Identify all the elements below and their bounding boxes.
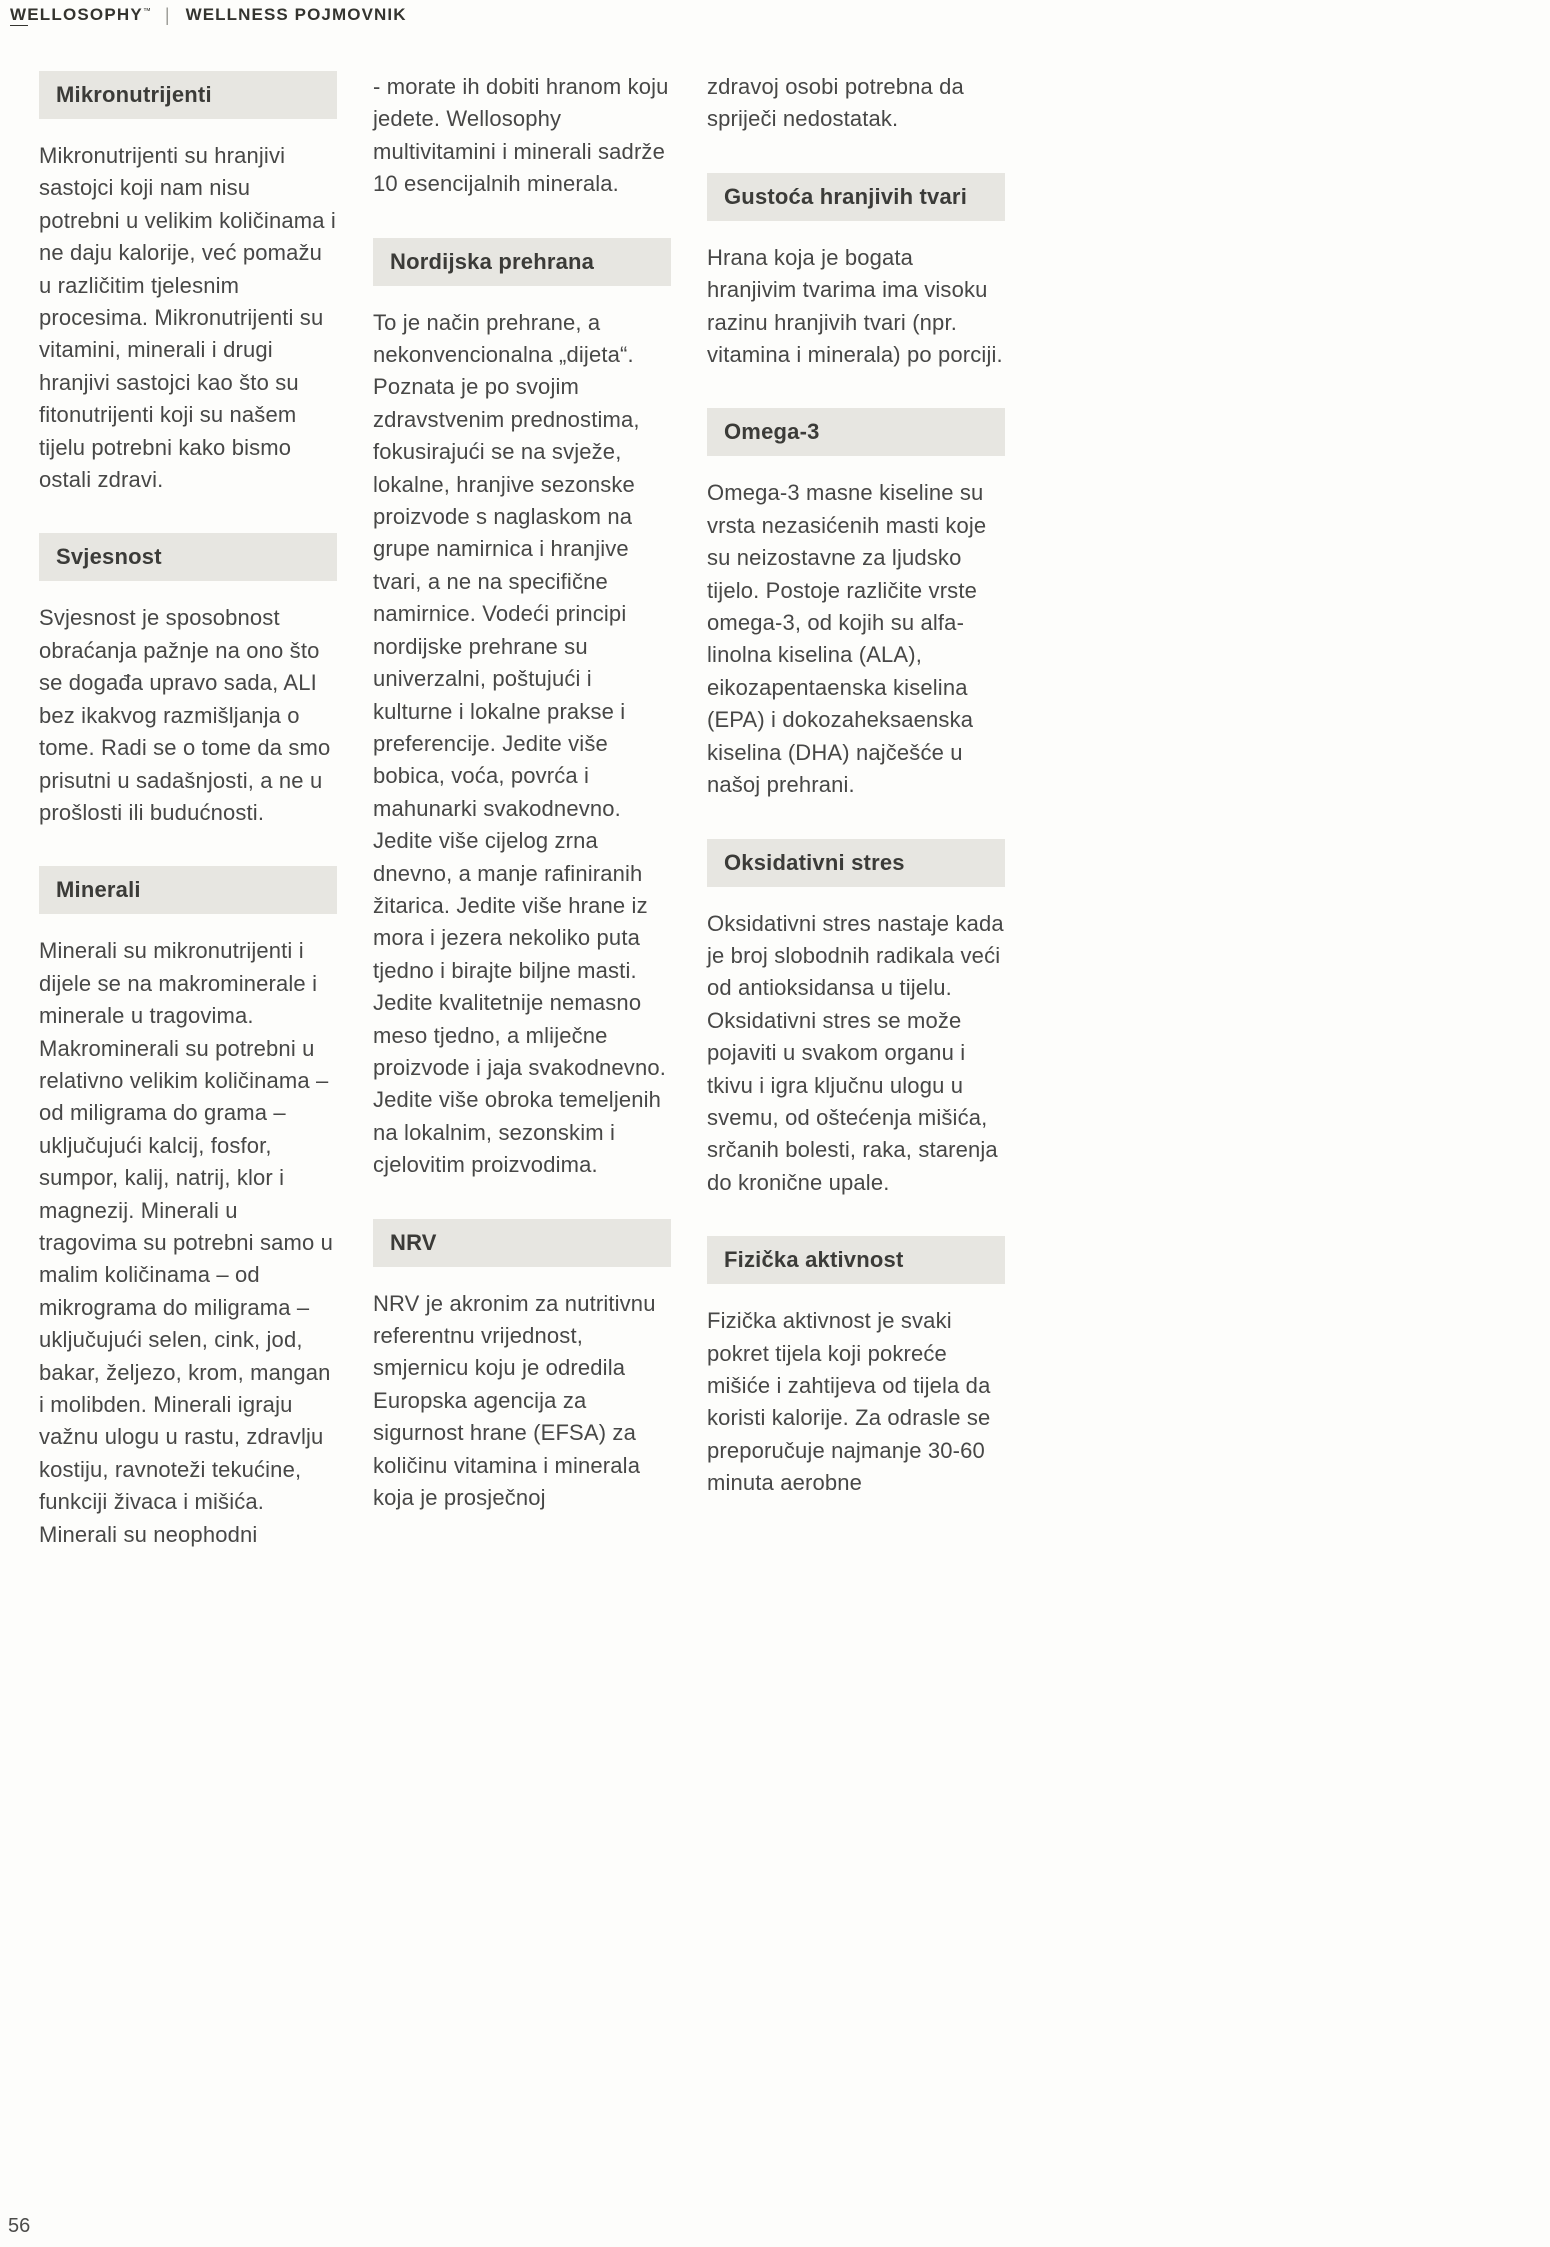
- term-definition-fizicka-aktivnost: Fizička aktivnost je svaki pokret tijela koji pokreće mišiće i zahtijeva od tijela da koristi kalorije. Za odrasle se preporučuje najmanje 30-60 minuta aerobne: [707, 1308, 991, 1496]
- term-heading-omega-3: Omega-3: [707, 408, 1005, 456]
- term-definition-nordijska-prehrana: To je način prehrane, a nekonvencionalna „dijeta“. Poznata je po svojim zdravstvenim prednostima, fokusirajući se na svježe, lokalne, hranjive sezonske proizvode s naglaskom na grupe namirnica i hranjive tvari, a ne na specifične namirnice. Vodeći principi nordijske prehrane su univerzalni, poštujući i kulturne i lokalne prakse i preferencije. Jedite više bobica, voća, povrća i mahunarki svakodnevno. Jedite više cijelog zrna dnevno, a manje rafiniranih žitarica. Jedite više hrane iz mora i jezera nekoliko puta tjedno i birajte biljne masti. Jedite kvalitetnije nemasno meso tjedno, a mliječne proizvode i jaja svakodnevno. Jedite više obroka temeljenih na lokalnim, sezonskim i cjelovitim proizvodima.: [373, 309, 666, 1178]
- term-definition-minerali: Minerali su mikronutrijenti i dijele se na makrominerale i minerale u tragovima. Makrominerali su potrebni u relativno velikim količinama – od miligrama do grama – uključujući kalcij, fosfor, sumpor, kalij, natrij, klor i magnezij. Minerali u tragovima su potrebni samo u malim količinama – od mikrograma do miligrama – uključujući selen, cink, jod, bakar, željezo, krom, mangan i molibden. Minerali igraju važnu ulogu u rastu, zdravlju kostiju, ravnoteži tekućine, funkciji živaca i mišića. Minerali su neophodni: [39, 938, 334, 1547]
- page-footer: [8, 2215, 30, 2238]
- term-heading-mikronutrijenti: Mikronutrijenti: [39, 71, 337, 119]
- term-definition-omega-3: Omega-3 masne kiseline su vrsta nezasićenih masti koje su neizostavne za ljudsko tijelo. Postoje različite vrste omega-3, od kojih su alfa-linolna kiselina (ALA), eikozapentaenska kiselina (EPA) i dokozaheksaenska kiselina (DHA) najčešće u našoj prehrani.: [707, 480, 987, 798]
- term-definition-minerali-continuation: - morate ih dobiti hranom koju jedete. Wellosophy multivitamini i minerali sadrže 10 esencijalnih minerala.: [373, 74, 669, 197]
- page-title: WELLNESS POJMOVNIK: [185, 5, 407, 24]
- brand-underline-decoration: [10, 25, 28, 27]
- term-heading-nordijska-prehrana: Nordijska prehrana: [373, 238, 671, 286]
- term-heading-fizicka-aktivnost: Fizička aktivnost: [707, 1236, 1005, 1284]
- term-heading-svjesnost: Svjesnost: [39, 533, 337, 581]
- term-definition-svjesnost: Svjesnost je sposobnost obraćanja pažnje na ono što se događa upravo sada, ALI bez ikakvog razmišljanja o tome. Radi se o tome da smo prisutni u sadašnjosti, a ne u prošlosti ili budućnosti.: [39, 605, 331, 825]
- term-heading-oksidativni-stres: Oksidativni stres: [707, 839, 1005, 887]
- trademark-symbol: ™: [142, 6, 151, 16]
- column-right: [707, 71, 1005, 1551]
- term-definition-mikronutrijenti: Mikronutrijenti su hranjivi sastojci koji nam nisu potrebni u velikim količinama i ne daju kalorije, već pomažu u različitim tjelesnim procesima. Mikronutrijenti su vitamini, minerali i drugi hranjivi sastojci kao što su fitonutrijenti koji su našem tijelu potrebni kako bismo ostali zdravi.: [39, 143, 336, 493]
- term-heading-minerali: Minerali: [39, 866, 337, 914]
- column-left: [39, 71, 337, 1551]
- glossary-columns: [39, 71, 1005, 1551]
- brand-logo: [10, 5, 151, 25]
- term-heading-nrv: NRV: [373, 1219, 671, 1267]
- term-heading-gustoca-hranjivih-tvari: Gustoća hranjivih tvari: [707, 173, 1005, 221]
- term-definition-oksidativni-stres: Oksidativni stres nastaje kada je broj slobodnih radikala veći od antioksidansa u tijelu. Oksidativni stres se može pojaviti u svakom organu i tkivu i igra ključnu ulogu u svemu, od oštećenja mišića, srčanih bolesti, raka, starenja do kronične upale.: [707, 910, 1004, 1195]
- brand-name: WELLOSOPHY: [10, 5, 143, 24]
- header-divider: |: [164, 4, 170, 25]
- term-definition-gustoca-hranjivih-tvari: Hrana koja je bogata hranjivim tvarima ima visoku razinu hranjivih tvari (npr. vitamina i minerala) po porciji.: [707, 244, 1003, 368]
- page-number: 56: [8, 2215, 31, 2237]
- column-middle: [373, 71, 671, 1551]
- term-definition-nrv: NRV je akronim za nutritivnu referentnu vrijednost, smjernicu koju je odredila Europska agencija za sigurnost hrane (EFSA) za količinu vitamina i minerala koja je prosječnoj: [373, 1290, 656, 1511]
- page-header: [10, 2, 407, 28]
- term-definition-nrv-continuation: zdravoj osobi potrebna da spriječi nedostatak.: [707, 74, 964, 132]
